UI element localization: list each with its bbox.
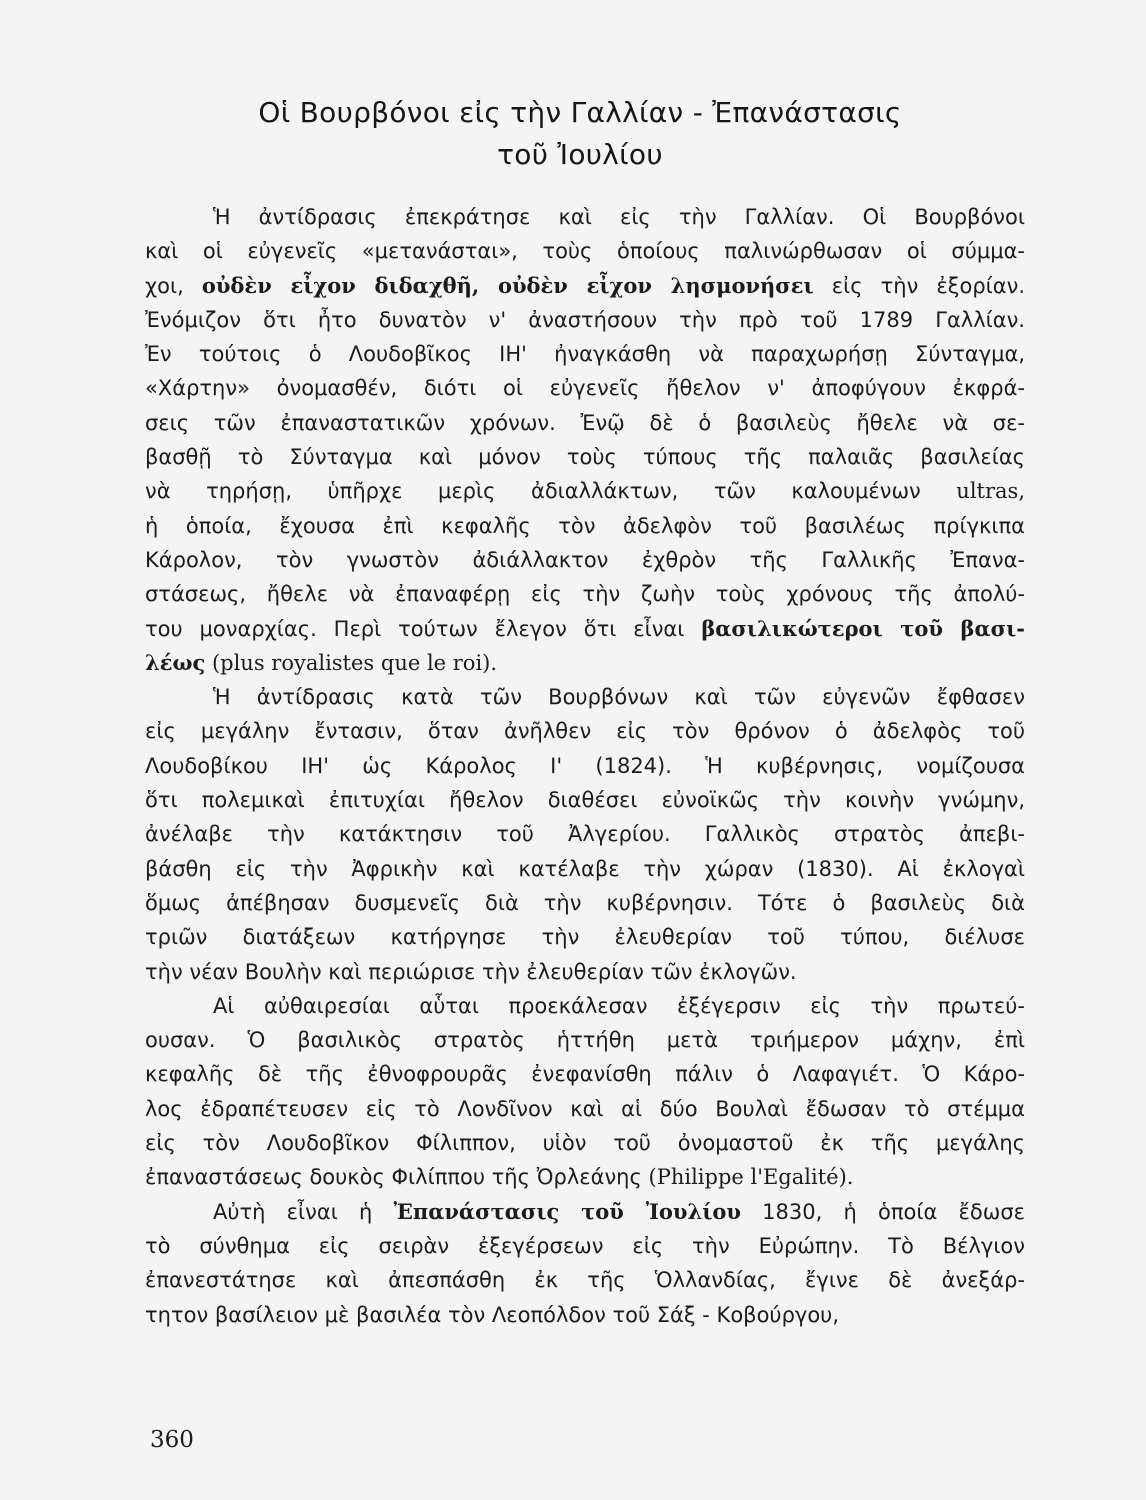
paragraph [145, 989, 1025, 1195]
paragraph [145, 1195, 1025, 1332]
text-run: εἰς μεγάλην ἔντασιν, ὅταν ἀνῆλθεν εἰς τὸν θρόνον ὁ ἀδελφὸς τοῦ [145, 719, 1025, 744]
text-line [145, 337, 1025, 371]
bold-phrase: οὐδὲν εἶχον διδαχθῆ, οὐδὲν εἶχον λησμονήσει [201, 272, 814, 298]
text-line [145, 474, 1025, 508]
text-run: Ἡ ἀντίδρασις κατὰ τῶν Βουρβόνων καὶ τῶν εὐγενῶν ἔφθασεν [213, 685, 1025, 710]
text-line [145, 1023, 1025, 1057]
page-number: 360 [150, 1427, 194, 1453]
text-run: Ἡ ἀντίδρασις ἐπεκράτησε καὶ εἰς τὴν Γαλλίαν. Οἱ Βουρβόνοι [213, 205, 1025, 229]
text-line [145, 886, 1025, 920]
text-line [145, 783, 1025, 817]
text-run: νὰ τηρήσῃ, ὑπῆρχε μερὶς ἀδιαλλάκτων, τῶν καλουμένων [145, 479, 957, 504]
text-run: κεφαλῆς δὲ τῆς ἐθνοφρουρᾶς ἐνεφανίσθη πάλιν ὁ Λαφαγιέτ. Ὁ Κάρο- [145, 1062, 1025, 1087]
text-line [145, 989, 1025, 1023]
text-line [145, 714, 1025, 748]
text-line [145, 577, 1025, 611]
text-run: τὸ σύνθημα εἰς σειρὰν ἐξεγέρσεων εἰς τὴν Εὐρώπην. Τὸ Βέλγιον [145, 1233, 1025, 1258]
text-run: Αὐτὴ εἶναι ἡ [213, 1199, 394, 1224]
text-run: ἡ ὁποία, ἔχουσα ἐπὶ κεφαλῆς τὸν ἀδελφὸν τοῦ βασιλέως πρίγκιπα [145, 513, 1025, 538]
text-run: βάσθη εἰς τὴν Ἀφρικὴν καὶ κατέλαβε τὴν χώραν (1830). Αἱ ἐκλογαὶ [145, 856, 1025, 881]
text-run: Λουδοβίκου ΙΗ' ὡς Κάρολος Ι' (1824). Ἡ κυβέρνησις, νομίζουσα [145, 753, 1025, 778]
text-line [145, 852, 1025, 886]
text-run: ultras, [956, 479, 1025, 504]
text-run: τὴν νέαν Βουλὴν καὶ περιώρισε τὴν ἐλευθερίαν τῶν ἐκλογῶν. [145, 959, 797, 984]
text-line [145, 371, 1025, 405]
text-line [145, 303, 1025, 337]
bold-phrase: βασιλικώτεροι τοῦ βασι- [701, 615, 1025, 641]
text-run: (plus royalistes que le roi). [205, 650, 498, 675]
text-line [145, 1229, 1025, 1263]
text-line [145, 269, 1025, 303]
text-run: Αἱ αὐθαιρεσίαι αὗται προεκάλεσαν ἐξέγερσιν εἰς τὴν πρωτεύ- [213, 993, 1025, 1018]
text-run: ἐπαναστάσεως δουκὸς Φιλίππου τῆς Ὀρλεάνης [145, 1165, 649, 1190]
text-run: του μοναρχίας. Περὶ τούτων ἔλεγον ὅτι εἶναι [145, 616, 702, 641]
text-run: εἰς τὸν Λουδοβῖκον Φίλιππον, υἱὸν τοῦ ὀνομαστοῦ ἐκ τῆς μεγάλης [145, 1131, 1025, 1156]
text-line [145, 920, 1025, 954]
text-run: Ἐν τούτοις ὁ Λουδοβῖκος ΙΗ' ἠναγκάσθη νὰ παραχωρήσῃ Σύνταγμα, [145, 342, 1025, 367]
text-line [145, 1057, 1025, 1091]
text-line [145, 1263, 1025, 1297]
text-line [145, 234, 1025, 268]
body-text [145, 200, 1025, 1332]
text-run: εἰς τὴν ἐξορίαν. [813, 273, 1026, 298]
text-line [145, 406, 1025, 440]
text-run: καὶ οἱ εὐγενεῖς «μετανάσται», τοὺς ὁποίους παλινώρθωσαν οἱ σύμμα- [145, 239, 1025, 264]
text-line [145, 612, 1025, 646]
text-line [145, 1195, 1025, 1229]
text-line [145, 1126, 1025, 1160]
chapter-title-line-1: Οἱ Βουρβόνοι εἰς τὴν Γαλλίαν - Ἐπανάστασις [258, 96, 902, 129]
text-line [145, 440, 1025, 474]
text-line [145, 1298, 1025, 1332]
text-run: «Χάρτην» ὀνομασθέν, διότι οἱ εὐγενεῖς ἤθελον ν' ἀποφύγουν ἐκφρά- [145, 376, 1025, 401]
text-line [145, 817, 1025, 851]
text-run: ουσαν. Ὁ βασιλικὸς στρατὸς ἡττήθη μετὰ τριήμερον μάχην, ἐπὶ [145, 1028, 1025, 1053]
text-line [145, 1160, 1025, 1194]
chapter-title-line-2: τοῦ Ἰουλίου [497, 138, 663, 171]
paragraph [145, 200, 1025, 680]
text-line [145, 680, 1025, 714]
text-line [145, 1092, 1025, 1126]
text-run: βασθῇ τὸ Σύνταγμα καὶ μόνον τοὺς τύπους τῆς παλαιᾶς βασιλείας [145, 445, 1025, 470]
text-run: Κάρολον, τὸν γνωστὸν ἀδιάλλακτον ἐχθρὸν τῆς Γαλλικῆς Ἐπανα- [145, 547, 1025, 572]
text-run: στάσεως, ἤθελε νὰ ἐπαναφέρῃ εἰς τὴν ζωὴν τοὺς χρόνους τῆς ἀπολύ- [145, 582, 1025, 607]
text-run: σεις τῶν ἐπαναστατικῶν χρόνων. Ἐνῷ δὲ ὁ βασιλεὺς ἤθελε νὰ σε- [145, 410, 1025, 435]
text-line [145, 543, 1025, 577]
text-run: ἐπανεστάτησε καὶ ἀπεσπάσθη ἐκ τῆς Ὁλλανδίας, ἔγινε δὲ ἀνεξάρ- [145, 1268, 1025, 1293]
text-run: 1830, ἡ ὁποία ἔδωσε [740, 1199, 1025, 1224]
text-run: τητον βασίλειον μὲ βασιλέα τὸν Λεοπόλδον τοῦ Σάξ - Κοβούργου, [145, 1302, 839, 1327]
text-run: λος ἐδραπέτευσεν εἰς τὸ Λονδῖνον καὶ αἱ δύο Βουλαὶ ἔδωσαν τὸ στέμμα [145, 1096, 1025, 1121]
text-line [145, 200, 1025, 234]
bold-phrase: Ἐπανάστασις τοῦ Ἰουλίου [393, 1198, 741, 1224]
text-line [145, 749, 1025, 783]
paragraph [145, 680, 1025, 989]
text-line [145, 646, 1025, 680]
text-run: Ἐνόμιζον ὅτι ἦτο δυνατὸν ν' ἀναστήσουν τὴν πρὸ τοῦ 1789 Γαλλίαν. [145, 307, 1025, 332]
text-run: ἀνέλαβε τὴν κατάκτησιν τοῦ Ἀλγερίου. Γαλλικὸς στρατὸς ἀπεβι- [145, 822, 1025, 847]
text-run: (Philippe l'Egalité). [648, 1165, 854, 1190]
chapter-title [140, 92, 1020, 176]
text-run: χοι, [145, 273, 202, 298]
text-run: ὅμως ἀπέβησαν δυσμενεῖς διὰ τὴν κυβέρνησιν. Τότε ὁ βασιλεὺς διὰ [145, 890, 1025, 915]
text-line [145, 509, 1025, 543]
text-run: τριῶν διατάξεων κατήργησε τὴν ἐλευθερίαν τοῦ τύπου, διέλυσε [145, 925, 1025, 950]
text-line [145, 955, 1025, 989]
bold-phrase: λέως [145, 649, 206, 675]
text-run: ὅτι πολεμικαὶ ἐπιτυχίαι ἤθελον διαθέσει εὐνοϊκῶς τὴν κοινὴν γνώμην, [145, 788, 1025, 813]
